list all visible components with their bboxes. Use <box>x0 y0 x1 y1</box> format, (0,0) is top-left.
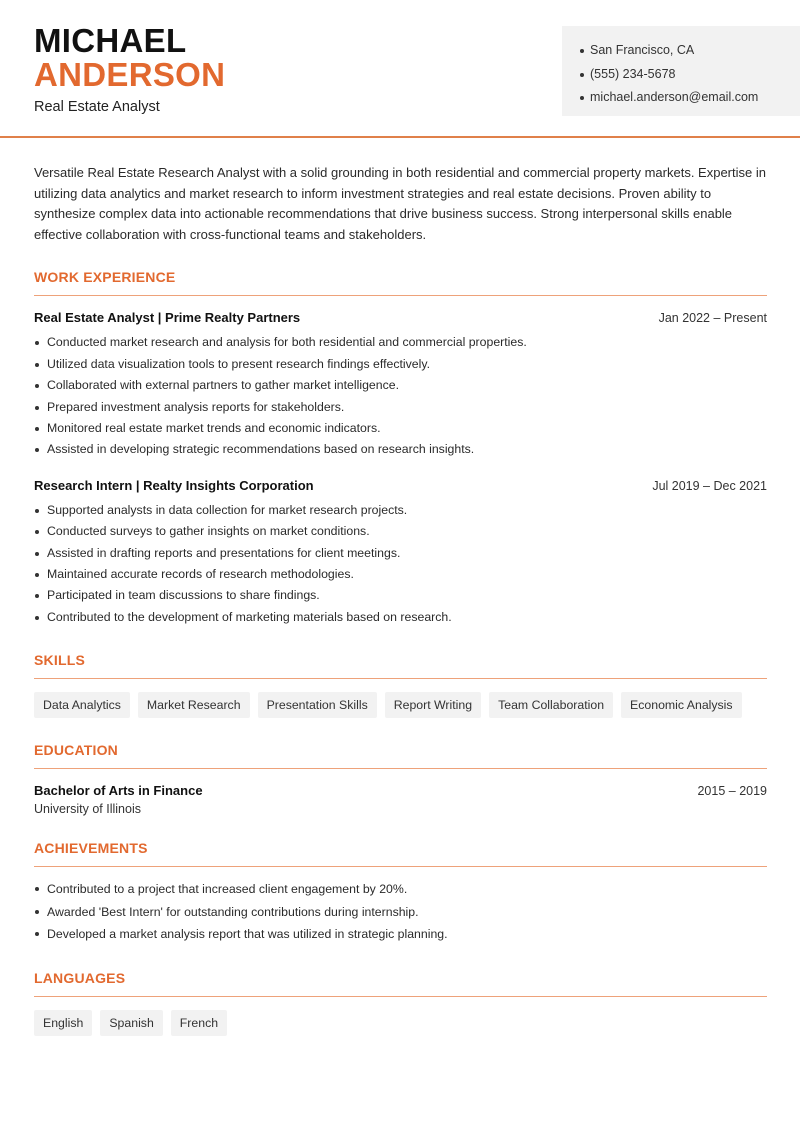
candidate-name <box>34 24 225 92</box>
list-item: Contributed to a project that increased client engagement by 20%. <box>34 878 767 901</box>
job-title: Real Estate Analyst <box>34 99 160 115</box>
list-item: Assisted in developing strategic recommendations based on research insights. <box>34 439 767 460</box>
language-tag: Spanish <box>100 1010 162 1036</box>
section-title-work: WORK EXPERIENCE <box>34 269 767 296</box>
contact-location: San Francisco, CA <box>580 39 800 63</box>
resume-body <box>34 163 767 1036</box>
contact-phone: (555) 234-5678 <box>580 63 800 87</box>
list-item: Supported analysts in data collection for market research projects. <box>34 500 767 521</box>
section-title-achievements: ACHIEVEMENTS <box>34 840 767 867</box>
contact-email: michael.anderson@email.com <box>580 86 800 110</box>
skill-tag: Report Writing <box>385 692 481 718</box>
language-tag: French <box>171 1010 227 1036</box>
last-name: ANDERSON <box>34 56 226 93</box>
job-entry-title: Research Intern | Realty Insights Corporation <box>34 477 314 493</box>
skill-tag: Data Analytics <box>34 692 130 718</box>
list-item: Contributed to the development of marketing materials based on research. <box>34 607 767 628</box>
education-degree: Bachelor of Arts in Finance <box>34 783 203 799</box>
first-name: MICHAEL <box>34 22 187 59</box>
skill-tag: Economic Analysis <box>621 692 742 718</box>
language-tag: English <box>34 1010 92 1036</box>
list-item: Collaborated with external partners to gather market intelligence. <box>34 375 767 396</box>
list-item: Maintained accurate records of research methodologies. <box>34 564 767 585</box>
work-experience-section <box>34 269 767 628</box>
list-item: Developed a market analysis report that was utilized in strategic planning. <box>34 923 767 946</box>
contact-box <box>562 26 800 116</box>
section-title-education: EDUCATION <box>34 742 767 769</box>
list-item: Participated in team discussions to share findings. <box>34 585 767 606</box>
education-school: University of Illinois <box>34 802 141 817</box>
skill-tag: Market Research <box>138 692 250 718</box>
skill-tag: Team Collaboration <box>489 692 613 718</box>
education-section <box>34 742 767 816</box>
job-entry-dates: Jan 2022 – Present <box>658 311 767 326</box>
list-item: Monitored real estate market trends and economic indicators. <box>34 418 767 439</box>
job-entry-dates: Jul 2019 – Dec 2021 <box>652 478 767 493</box>
summary: Versatile Real Estate Research Analyst with a solid grounding in both residential and commercial property markets. Expertise in utilizing data analytics and market research to inform investment strategies and real estate decisions. Proven ability to synthesize complex data into actionable recommendations that drive business success. Strong interpersonal skills enable effective collaboration with cross-functional teams and stakeholders. <box>34 165 766 242</box>
education-dates: 2015 – 2019 <box>697 784 767 799</box>
list-item: Conducted market research and analysis for both residential and commercial properties. <box>34 332 767 353</box>
list-item: Utilized data visualization tools to present research findings effectively. <box>34 354 767 375</box>
section-title-skills: SKILLS <box>34 652 767 679</box>
job-entry <box>34 310 767 460</box>
list-item: Assisted in drafting reports and presentations for client meetings. <box>34 543 767 564</box>
skill-tag: Presentation Skills <box>258 692 377 718</box>
skills-section <box>34 652 767 718</box>
list-item: Conducted surveys to gather insights on market conditions. <box>34 521 767 542</box>
section-title-languages: LANGUAGES <box>34 970 767 997</box>
languages-section <box>34 970 767 1036</box>
achievements-section <box>34 840 767 946</box>
resume-header <box>0 0 800 138</box>
job-entry <box>34 478 767 628</box>
list-item: Awarded 'Best Intern' for outstanding contributions during internship. <box>34 901 767 924</box>
list-item: Prepared investment analysis reports for stakeholders. <box>34 397 767 418</box>
job-entry-title: Real Estate Analyst | Prime Realty Partners <box>34 310 301 326</box>
